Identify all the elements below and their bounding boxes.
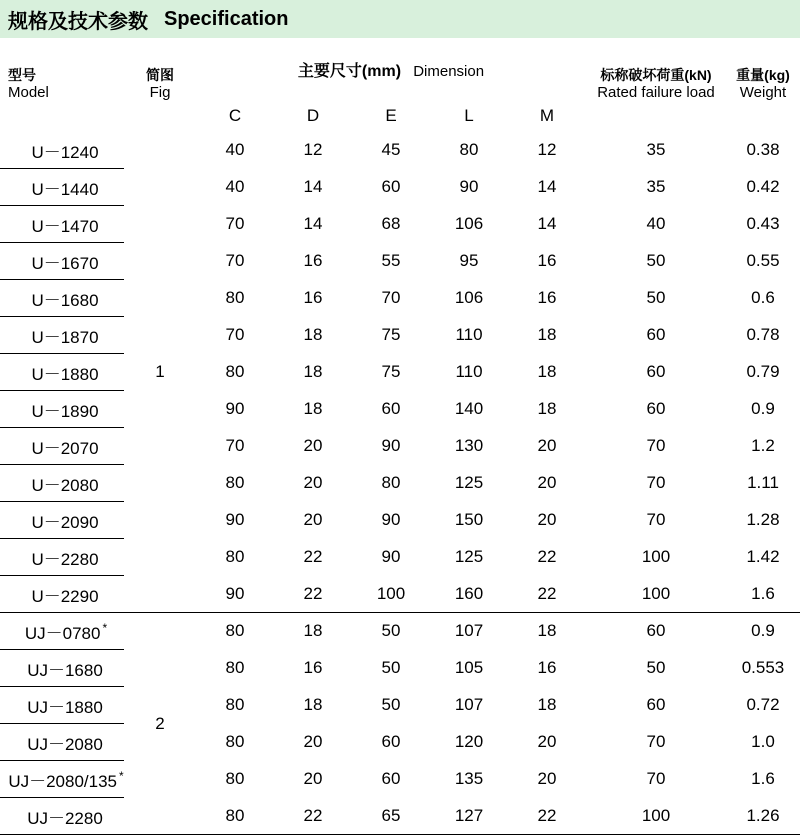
cell-d: 12 [303, 140, 323, 160]
cell-weight: 0.55 [746, 251, 780, 270]
cell-c: 40 [225, 140, 245, 160]
cell-model [0, 724, 124, 761]
cell-model [0, 576, 124, 613]
cell-rated: 100 [641, 547, 671, 566]
cell-d: 20 [303, 732, 323, 751]
cell-d: 20 [303, 473, 323, 492]
cell-l: 140 [454, 399, 484, 418]
cell-model [0, 465, 124, 502]
cell-weight: 0.9 [751, 621, 775, 641]
header-fig [124, 38, 196, 132]
model-star: * [102, 620, 108, 635]
cell-rated: 60 [646, 621, 666, 641]
cell-l: 90 [459, 177, 479, 196]
cell-fig: 2 [124, 613, 196, 835]
cell-l: 80 [459, 140, 479, 160]
header-rated-failure-load [586, 38, 726, 132]
cell-d: 22 [274, 576, 352, 613]
table-row [0, 354, 800, 391]
cell-m: 14 [537, 214, 557, 233]
cell-rated: 50 [646, 288, 666, 307]
cell-m: 20 [537, 436, 557, 455]
model-text: U－2090 [31, 512, 99, 532]
cell-model [0, 761, 124, 798]
cell-c: 80 [225, 473, 245, 492]
cell-l: 125 [454, 547, 484, 566]
cell-d: 20 [303, 436, 323, 455]
table-row [0, 650, 800, 687]
cell-c: 80 [225, 288, 245, 307]
cell-e: 50 [381, 695, 401, 714]
header-dimension-en: Dimension [413, 62, 485, 80]
cell-m: 20 [537, 732, 557, 751]
cell-model [0, 687, 124, 724]
model-text: U－2280 [31, 549, 99, 569]
table-row [0, 243, 800, 280]
header-dim-m: M [539, 106, 555, 125]
cell-d: 22 [303, 547, 323, 566]
cell-d: 18 [303, 325, 323, 344]
cell-fig: 1 [124, 132, 196, 613]
cell-c: 80 [225, 658, 245, 677]
cell-e: 45 [381, 140, 401, 160]
cell-e: 60 [381, 769, 401, 788]
cell-d: 14 [303, 177, 323, 196]
cell-e: 75 [381, 362, 401, 381]
cell-weight: 1.26 [726, 798, 800, 835]
cell-e: 50 [381, 621, 401, 641]
model-text: UJ－2080/135 [8, 771, 117, 791]
table-row [0, 687, 800, 724]
cell-l: 135 [454, 769, 484, 788]
table-row [0, 465, 800, 502]
cell-weight: 0.72 [746, 695, 780, 714]
cell-model [0, 798, 124, 835]
model-text: U－2070 [31, 438, 99, 458]
cell-rated: 100 [586, 798, 726, 835]
table-row [0, 206, 800, 243]
cell-m: 14 [537, 177, 557, 196]
model-text: U－2290 [31, 586, 99, 606]
model-text: UJ－1880 [27, 697, 103, 717]
cell-d: 14 [303, 214, 323, 233]
table-row [0, 761, 800, 798]
cell-c: 80 [225, 547, 245, 566]
cell-weight: 1.11 [747, 473, 779, 492]
cell-weight: 0.6 [751, 288, 775, 307]
cell-model [0, 650, 124, 687]
header-dim-e: E [385, 106, 397, 125]
cell-rated: 50 [646, 251, 666, 270]
cell-l: 110 [455, 362, 483, 381]
cell-weight: 0.43 [746, 214, 780, 233]
cell-weight: 0.38 [746, 140, 780, 160]
cell-l: 120 [454, 732, 484, 751]
cell-d: 18 [303, 399, 323, 418]
cell-model [0, 354, 124, 391]
cell-rated: 70 [646, 732, 666, 751]
cell-e: 60 [381, 399, 401, 418]
table-row [0, 391, 800, 428]
model-text: U－1870 [31, 327, 99, 347]
cell-l: 106 [454, 214, 484, 233]
header-dim-d: D [306, 106, 320, 125]
page-title-cn: 规格及技术参数 [8, 10, 148, 33]
cell-l: 150 [454, 510, 484, 529]
model-text: U－1880 [31, 364, 99, 384]
cell-weight: 1.6 [751, 769, 775, 788]
cell-e: 50 [381, 658, 401, 677]
cell-e: 60 [381, 177, 401, 196]
cell-weight: 0.79 [746, 362, 780, 381]
model-text: UJ－1680 [27, 660, 103, 680]
table-row [0, 613, 800, 650]
cell-c: 70 [225, 251, 245, 270]
header-model-en: Model [8, 84, 49, 102]
cell-weight: 0.78 [746, 325, 780, 344]
cell-m: 22 [508, 576, 586, 613]
cell-model [0, 317, 124, 354]
model-text: U－1470 [31, 216, 99, 236]
cell-c: 70 [225, 214, 245, 233]
cell-c: 40 [225, 177, 245, 196]
cell-c: 80 [225, 695, 245, 714]
cell-rated: 60 [646, 399, 666, 418]
header-model-cn: 型号 [8, 66, 36, 83]
cell-m: 16 [537, 251, 557, 270]
table-row [0, 428, 800, 465]
cell-rated: 70 [646, 510, 666, 529]
cell-model [0, 502, 124, 539]
cell-c: 90 [225, 510, 245, 529]
cell-rated: 100 [586, 576, 726, 613]
cell-m: 20 [537, 510, 557, 529]
cell-rated: 70 [646, 436, 666, 455]
header-rated-en: Rated failure load [597, 84, 715, 102]
cell-c: 90 [225, 399, 245, 418]
cell-m: 18 [537, 362, 557, 381]
cell-e: 75 [381, 325, 401, 344]
table-row [0, 576, 800, 613]
specification-table [0, 38, 800, 835]
header-dim-l: L [464, 106, 474, 125]
header-dimension [196, 38, 586, 100]
cell-model [0, 539, 124, 576]
cell-l: 125 [454, 473, 484, 492]
cell-rated: 70 [646, 473, 666, 492]
table-row [0, 502, 800, 539]
cell-m: 20 [537, 769, 557, 788]
cell-e: 70 [381, 288, 401, 307]
cell-m: 16 [537, 288, 557, 307]
cell-m: 20 [537, 473, 557, 492]
cell-e: 90 [381, 547, 401, 566]
cell-weight: 1.28 [746, 510, 780, 529]
header-fig-cn: 简图 [146, 66, 174, 83]
cell-rated: 70 [646, 769, 666, 788]
cell-d: 20 [303, 510, 323, 529]
cell-e: 80 [381, 473, 401, 492]
table-row [0, 798, 800, 835]
cell-l: 107 [454, 695, 484, 714]
model-text: U－1440 [31, 179, 99, 199]
cell-m: 18 [537, 695, 557, 714]
cell-rated: 60 [646, 362, 666, 381]
cell-l: 105 [454, 658, 484, 677]
model-text: U－1670 [31, 253, 99, 273]
cell-d: 20 [303, 769, 323, 788]
header-fig-en: Fig [149, 84, 171, 102]
cell-m: 18 [537, 399, 557, 418]
cell-m: 12 [537, 140, 557, 160]
cell-e: 60 [381, 732, 401, 751]
table-row [0, 317, 800, 354]
cell-model [0, 132, 124, 169]
cell-d: 22 [274, 798, 352, 835]
cell-l: 110 [455, 325, 483, 344]
table-row [0, 539, 800, 576]
cell-c: 70 [225, 325, 245, 344]
cell-c: 80 [225, 769, 245, 788]
cell-weight: 0.9 [751, 399, 775, 418]
model-text: UJ－0780 [24, 623, 101, 643]
cell-c: 80 [225, 362, 245, 381]
cell-rated: 35 [646, 177, 666, 196]
cell-weight: 1.42 [746, 547, 780, 566]
cell-l: 127 [430, 798, 508, 835]
table-row [0, 724, 800, 761]
header-weight [726, 38, 800, 132]
cell-m: 22 [508, 798, 586, 835]
header-weight-cn: 重量(kg) [736, 66, 790, 83]
cell-c: 80 [196, 798, 274, 835]
cell-d: 18 [303, 362, 323, 381]
page-title-en: Specification [164, 7, 289, 30]
cell-c: 90 [196, 576, 274, 613]
cell-m: 18 [537, 621, 557, 641]
cell-model [0, 243, 124, 280]
cell-rated: 60 [646, 325, 666, 344]
cell-weight: 1.6 [726, 576, 800, 613]
header-dim-c: C [228, 106, 242, 125]
table-row [0, 132, 800, 169]
model-star: * [119, 768, 124, 783]
cell-l: 130 [454, 436, 484, 455]
cell-e: 68 [381, 214, 401, 233]
cell-m: 18 [537, 325, 557, 344]
cell-l: 95 [459, 251, 479, 270]
cell-weight: 1.0 [751, 732, 775, 751]
cell-d: 16 [303, 251, 323, 270]
cell-model [0, 428, 124, 465]
model-text: U－2080 [31, 475, 99, 495]
header-rated-cn: 标称破坏荷重(kN) [600, 66, 712, 83]
cell-e: 90 [381, 436, 401, 455]
cell-d: 18 [303, 621, 323, 641]
cell-weight: 0.42 [746, 177, 780, 196]
cell-c: 80 [225, 621, 245, 641]
cell-l: 106 [454, 288, 484, 307]
cell-e: 90 [381, 510, 401, 529]
cell-rated: 50 [646, 658, 666, 677]
cell-m: 22 [537, 547, 557, 566]
cell-m: 16 [537, 658, 557, 677]
header-weight-en: Weight [739, 84, 787, 102]
cell-e: 65 [352, 798, 430, 835]
cell-model [0, 280, 124, 317]
cell-l: 107 [454, 621, 484, 641]
cell-e: 55 [381, 251, 401, 270]
cell-e: 100 [352, 576, 430, 613]
cell-c: 70 [225, 436, 245, 455]
model-text: U－1680 [31, 290, 99, 310]
header-model [0, 38, 124, 132]
cell-weight: 1.2 [751, 436, 775, 455]
cell-d: 16 [303, 658, 323, 677]
cell-rated: 35 [646, 140, 666, 160]
cell-d: 18 [303, 695, 323, 714]
cell-d: 16 [303, 288, 323, 307]
page-title-bar [0, 0, 800, 38]
header-dimension-cn: 主要尺寸(mm) [297, 62, 402, 80]
cell-model [0, 613, 124, 650]
table-header-row [0, 38, 800, 100]
cell-rated: 60 [646, 695, 666, 714]
model-text: UJ－2280 [27, 808, 103, 828]
model-text: UJ－2080 [27, 734, 103, 754]
cell-rated: 40 [646, 214, 666, 233]
table-row [0, 169, 800, 206]
model-text: U－1890 [31, 401, 99, 421]
cell-weight: 0.553 [741, 658, 785, 677]
cell-c: 80 [225, 732, 245, 751]
table-row [0, 280, 800, 317]
cell-model [0, 391, 124, 428]
cell-l: 160 [430, 576, 508, 613]
cell-model [0, 206, 124, 243]
model-text: U－1240 [31, 142, 99, 162]
cell-model [0, 169, 124, 206]
